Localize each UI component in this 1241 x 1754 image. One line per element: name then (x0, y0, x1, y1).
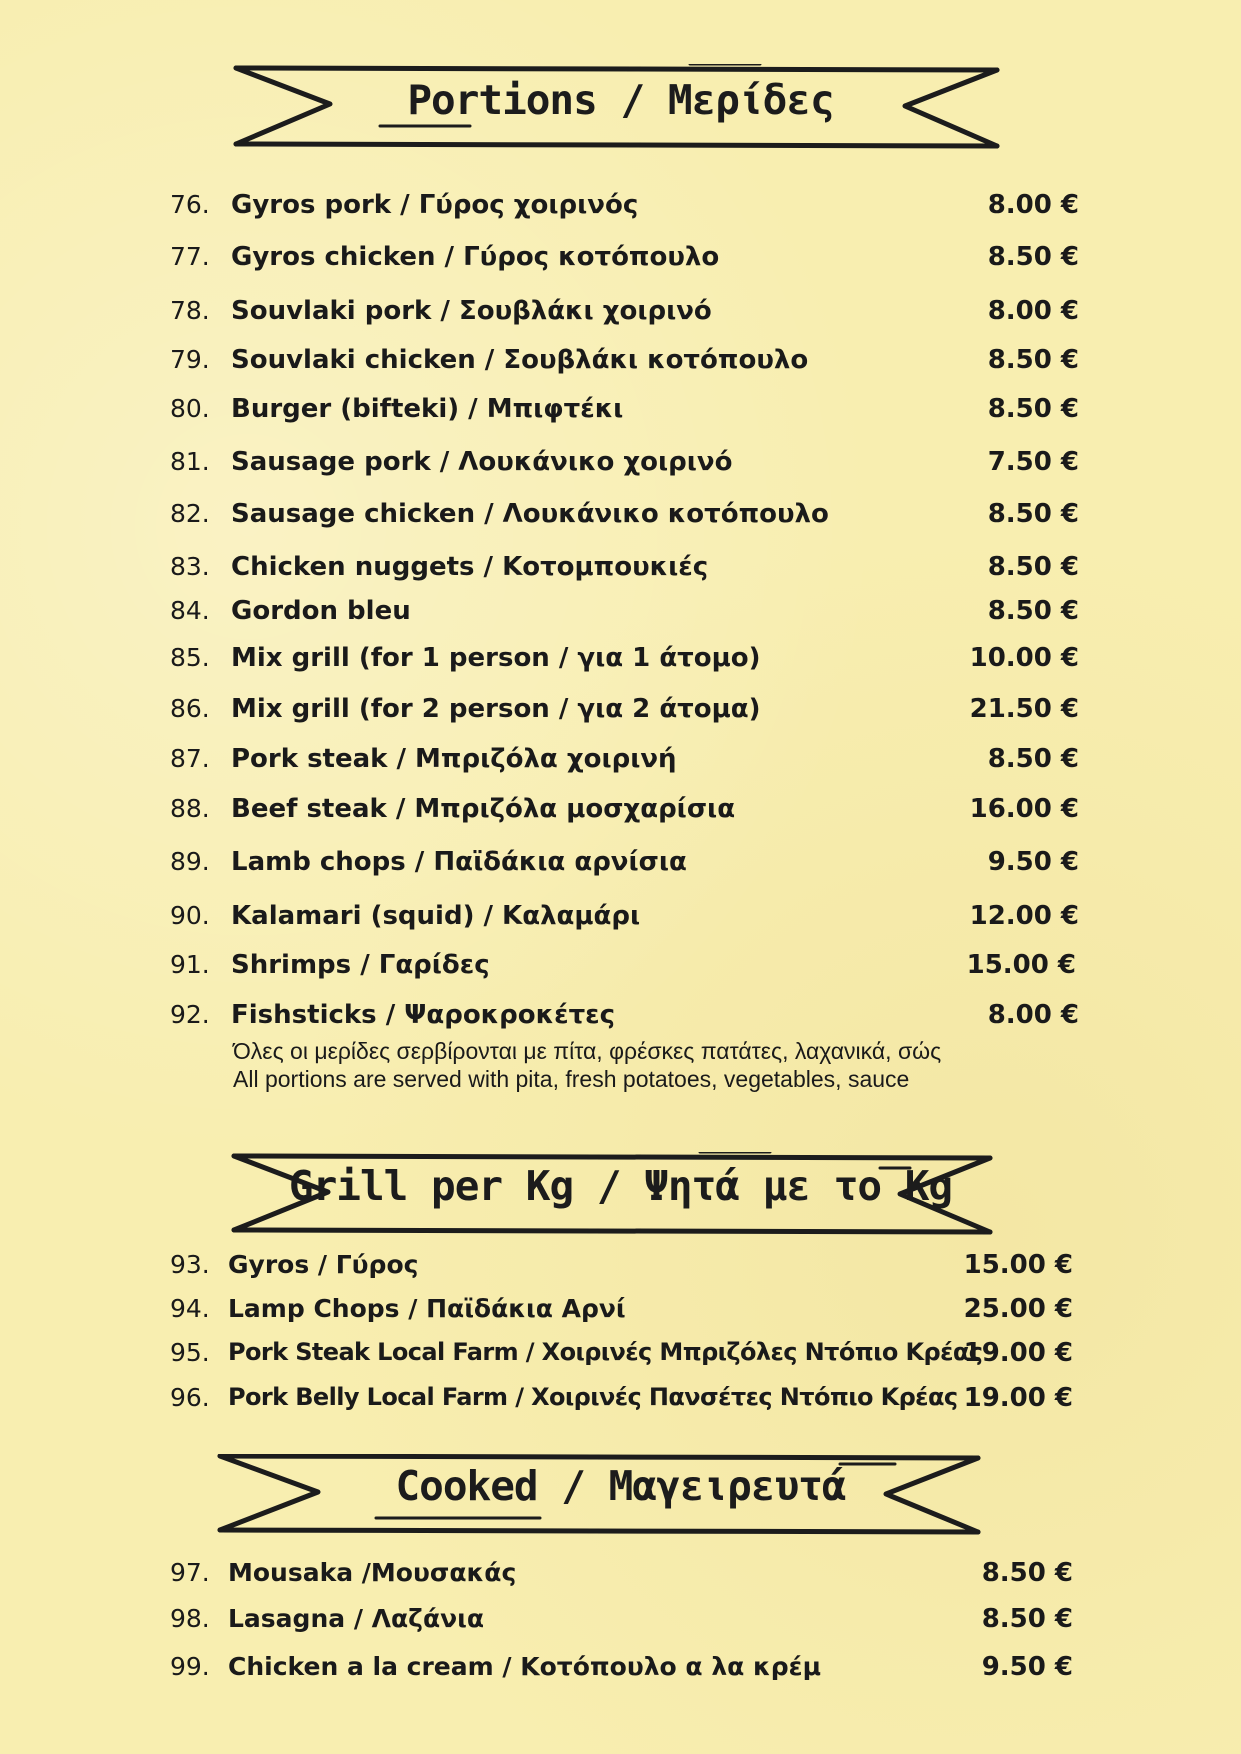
item-price: 8.00 € (987, 296, 1079, 326)
menu-item (0, 345, 1241, 385)
menu-item (0, 1652, 1241, 1692)
menu-item (0, 950, 1241, 990)
menu-item (0, 1294, 1241, 1334)
menu-item (0, 596, 1241, 636)
item-number: 79. (170, 345, 210, 374)
item-number: 85. (170, 643, 210, 672)
section-banner-portions (0, 64, 1241, 150)
item-price: 8.50 € (987, 596, 1079, 626)
item-price: 8.50 € (987, 744, 1079, 774)
item-name: Gyros pork / Γύρος χοιρινός (231, 190, 639, 220)
item-price: 8.50 € (987, 242, 1079, 272)
menu-item (0, 1250, 1241, 1290)
item-number: 77. (170, 242, 210, 271)
item-name: Beef steak / Μπριζόλα μοσχαρίσια (231, 794, 736, 824)
item-name: Chicken a la cream / Κοτόπουλο α λα κρέμ (228, 1652, 821, 1681)
item-number: 95. (170, 1338, 210, 1367)
portions-note-english: All portions are served with pita, fresh potatoes, vegetables, sauce (233, 1066, 910, 1092)
item-price: 9.50 € (987, 847, 1079, 877)
menu-item (0, 1604, 1241, 1644)
item-name: Pork Belly Local Farm / Χοιρινές Πανσέτες Ντόπιο Κρέας (228, 1383, 958, 1411)
item-number: 86. (170, 694, 210, 723)
item-price: 8.00 € (987, 190, 1079, 220)
item-name: Lasagna / Λαζάνια (228, 1604, 485, 1633)
item-number: 92. (170, 1000, 210, 1029)
item-number: 84. (170, 596, 210, 625)
item-name: Gyros / Γύρος (228, 1250, 419, 1279)
menu-item (0, 744, 1241, 784)
item-price: 15.00 € (966, 950, 1076, 980)
item-number: 91. (170, 950, 210, 979)
menu-item (0, 552, 1241, 592)
item-name: Kalamari (squid) / Καλαμάρι (231, 901, 641, 931)
section-banner-grill (0, 1152, 1241, 1238)
menu-item (0, 1383, 1241, 1423)
item-name: Pork Steak Local Farm / Χοιρινές Μπριζόλες Ντόπιο Κρέας (228, 1338, 983, 1366)
item-name: Gordon bleu (231, 596, 411, 626)
section-title: Portions / Μερίδες (407, 76, 834, 124)
item-price: 16.00 € (969, 794, 1079, 824)
menu-item (0, 1338, 1241, 1378)
item-price: 9.50 € (981, 1652, 1073, 1682)
item-price: 19.00 € (963, 1383, 1073, 1413)
item-price: 12.00 € (969, 901, 1079, 931)
item-number: 98. (170, 1604, 210, 1633)
item-number: 81. (170, 447, 210, 476)
item-price: 25.00 € (963, 1294, 1073, 1324)
item-number: 80. (170, 394, 210, 423)
item-name: Sausage pork / Λουκάνικο χοιρινό (231, 447, 733, 477)
item-price: 10.00 € (969, 643, 1079, 673)
menu-item (0, 1558, 1241, 1598)
item-number: 99. (170, 1652, 210, 1681)
item-number: 93. (170, 1250, 210, 1279)
menu-item (0, 1000, 1241, 1040)
section-title: Cooked / Μαγειρευτά (395, 1462, 846, 1510)
item-name: Shrimps / Γαρίδες (231, 950, 490, 980)
menu-item (0, 190, 1241, 230)
item-number: 97. (170, 1558, 210, 1587)
section-title: Grill per Kg / Ψητά με το Kg (288, 1162, 953, 1210)
item-price: 8.00 € (987, 1000, 1079, 1030)
item-name: Souvlaki chicken / Σουβλάκι κοτόπουλο (231, 345, 809, 375)
item-number: 96. (170, 1383, 210, 1412)
item-name: Lamb chops / Παϊδάκια αρνίσια (231, 847, 687, 877)
item-name: Sausage chicken / Λουκάνικο κοτόπουλο (231, 499, 829, 529)
item-number: 87. (170, 744, 210, 773)
portions-note-greek: Όλες οι μερίδες σερβίρονται με πίτα, φρέσκες πατάτες, λαχανικά, σώς (233, 1038, 942, 1064)
item-number: 78. (170, 296, 210, 325)
item-price: 8.50 € (981, 1558, 1073, 1588)
menu-item (0, 847, 1241, 887)
item-name: Fishsticks / Ψαροκροκέτες (231, 1000, 616, 1030)
item-price: 15.00 € (963, 1250, 1073, 1280)
menu-item (0, 394, 1241, 434)
item-price: 8.50 € (987, 345, 1079, 375)
menu-item (0, 901, 1241, 941)
item-name: Mix grill (for 2 person / για 2 άτομα) (231, 694, 761, 724)
item-name: Pork steak / Μπριζόλα χοιρινή (231, 744, 677, 774)
menu-item (0, 794, 1241, 834)
menu-item (0, 447, 1241, 487)
item-price: 8.50 € (987, 499, 1079, 529)
item-price: 8.50 € (981, 1604, 1073, 1634)
item-name: Mix grill (for 1 person / για 1 άτομο) (231, 643, 761, 673)
item-number: 89. (170, 847, 210, 876)
item-number: 90. (170, 901, 210, 930)
item-price: 7.50 € (987, 447, 1079, 477)
menu-item (0, 499, 1241, 539)
menu-item (0, 242, 1241, 282)
item-price: 8.50 € (987, 394, 1079, 424)
item-number: 82. (170, 499, 210, 528)
item-number: 76. (170, 190, 210, 219)
menu-item (0, 694, 1241, 734)
menu-item (0, 296, 1241, 336)
item-name: Mousaka /Μουσακάς (228, 1558, 517, 1587)
item-price: 19.00 € (963, 1338, 1073, 1368)
menu-item (0, 643, 1241, 683)
item-name: Souvlaki pork / Σουβλάκι χοιρινό (231, 296, 712, 326)
item-name: Burger (bifteki) / Μπιφτέκι (231, 394, 624, 424)
item-number: 94. (170, 1294, 210, 1323)
section-banner-cooked (0, 1454, 1241, 1540)
item-name: Gyros chicken / Γύρος κοτόπουλο (231, 242, 720, 272)
item-number: 83. (170, 552, 210, 581)
item-number: 88. (170, 794, 210, 823)
item-name: Chicken nuggets / Κοτομπουκιές (231, 552, 709, 582)
item-price: 21.50 € (969, 694, 1079, 724)
item-name: Lamp Chops / Παϊδάκια Αρνί (228, 1294, 626, 1323)
item-price: 8.50 € (987, 552, 1079, 582)
